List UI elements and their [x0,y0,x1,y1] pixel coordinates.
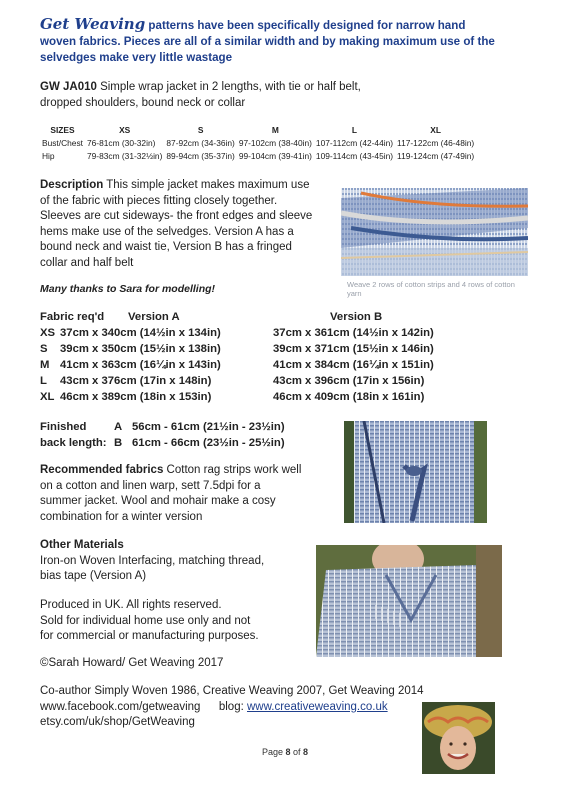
table-cell: 117-122cm (46-48in) [397,137,475,148]
fabric-requirements [40,309,540,405]
intro-line-3: selvedges make very little wastage [40,51,233,64]
fabric-b-value: 37cm x 361cm (14½in x 142in) [273,327,434,339]
etsy-link[interactable]: etsy.com/uk/shop/GetWeaving [40,716,195,728]
fabric-a-value: 37cm x 340cm (14½in x 134in) [60,327,221,339]
sizes-table [40,123,476,162]
finished-b-value: 61cm - 66cm (23½in - 25½in) [132,437,285,449]
table-cell: 87-92cm (34-36in) [166,137,235,148]
recommended-line: combination for a winter version [40,510,203,523]
photo-caption: Weave 2 rows of cotton strips and 4 rows of cotton yarn [347,280,515,298]
description-line: collar and half belt [40,256,134,269]
recommended-fabrics [40,463,340,525]
page-number [0,747,570,757]
back-length-label: back length: [40,437,107,449]
description-line: bound neck and waist tie, Version B has a fringed [40,241,292,253]
recommended-line: summer jacket. Wool and mohair make a cosy [40,495,276,507]
table-cell: 97-102cm (38-40in) [238,137,312,148]
intro-header [40,16,540,66]
finished-length [40,419,340,451]
fabric-size: XS [40,327,56,339]
intro-line-1: patterns have been specifically designed for narrow hand [145,19,466,32]
thanks-note: Many thanks to Sara for modelling! [40,283,216,295]
table-cell: 89-94cm (35-37in) [166,150,235,161]
size-header-xl: XL [430,124,441,135]
fabric-b-value: 46cm x 409cm (18in x 161in) [273,391,425,403]
rights-line: for commercial or manufacturing purposes. [40,630,259,642]
table-cell: 76-81cm (30-32in) [86,137,156,148]
page-prefix: Page [261,747,286,757]
table-row [40,325,540,341]
description-line: of the fabric with pieces fitting closely together. [40,194,278,207]
fabric-b-value: 39cm x 371cm (15½in x 146in) [273,343,434,355]
page-of: of [290,747,304,757]
fabric-b-value: 41cm x 384cm (16¼in x 151in) [273,359,434,371]
facebook-link[interactable]: www.facebook.com/getweaving [40,700,201,713]
size-header-xs: XS [119,124,131,135]
coauthor-line: Co-author Simply Woven 1986, Creative Weaving 2007, Get Weaving 2014 [40,685,424,697]
materials-line: Iron-on Woven Interfacing, matching thread, [40,554,265,567]
sizes-header: SIZES [50,124,75,135]
description-line: hems make use of the selvedges. Version A has a [40,225,294,238]
recommended-heading: Recommended fabrics [40,464,164,476]
author-photo [422,702,495,774]
loom-weaving-photo [341,188,528,276]
version-b-label: Version B [330,311,383,323]
rights-notice [40,598,320,645]
fabric-a-value: 41cm x 363cm (16¼in x 143in) [60,359,221,371]
recommended-line: on a cotton and linen warp, sett 7.5dpi for a [40,479,261,492]
fringed-collar-photo [316,545,502,657]
recommended-line: Cotton rag strips work well [163,464,302,476]
blog-label: blog: [218,700,247,713]
table-cell: 109-114cm (43-45in) [315,150,394,161]
blog-link[interactable]: www.creativeweaving.co.uk [247,700,388,713]
table-row [40,357,540,373]
sizes-header-row [40,123,476,136]
pattern-title [40,80,520,111]
description-line: Sleeves are cut sideways- the front edges and sleeve [40,210,313,222]
row-label-hip: Hip [42,150,55,161]
rights-line: Produced in UK. All rights reserved. [40,599,222,611]
table-row [40,136,476,149]
finished-b-tag: B [114,437,123,449]
description-line: This simple jacket makes maximum use [103,179,310,191]
table-cell: 79-83cm (31-32½in) [86,150,163,161]
table-row [40,373,540,389]
table-row [40,341,540,357]
fabric-size: L [40,375,47,387]
finished-a-tag: A [114,421,123,433]
table-row [40,389,540,405]
table-cell: 107-112cm (42-44in) [315,137,394,148]
fabric-heading: Fabric req'd [40,311,105,323]
fabric-size: S [40,343,48,355]
page-total: 8 [303,747,309,757]
pattern-desc-1: Simple wrap jacket in 2 lengths, with tie or half belt, [96,81,361,93]
other-materials [40,538,320,585]
finished-label: Finished [40,421,87,433]
pattern-desc-2: dropped shoulders, bound neck or collar [40,96,246,109]
fabric-a-value: 39cm x 350cm (15½in x 138in) [60,343,221,355]
finished-a-value: 56cm - 61cm (21½in - 23½in) [132,421,285,433]
table-cell: 99-104cm (39-41in) [238,150,312,161]
jacket-tie-photo [344,421,487,523]
fabric-a-value: 43cm x 376cm (17in x 148in) [60,375,212,387]
brand-name: Get Weaving [40,15,146,33]
fabric-a-value: 46cm x 389cm (18in x 153in) [60,391,212,403]
size-header-l: L [351,124,358,135]
fabric-size: XL [40,391,55,403]
fabric-b-value: 43cm x 396cm (17in x 156in) [273,375,425,387]
rights-line: Sold for individual home use only and not [40,614,251,627]
materials-line: bias tape (Version A) [40,570,147,582]
version-a-label: Version A [128,311,180,323]
copyright: ©Sarah Howard/ Get Weaving 2017 [40,657,224,669]
size-header-m: M [271,124,279,135]
pattern-code: GW JA010 [40,81,97,93]
page-current: 8 [285,747,291,757]
description-heading: Description [40,179,104,191]
size-header-s: S [197,124,204,135]
table-cell: 119-124cm (47-49in) [397,150,475,161]
description-block [40,178,340,271]
other-materials-heading: Other Materials [40,539,124,551]
row-label-bust: Bust/Chest [42,137,83,148]
intro-line-2: woven fabrics. Pieces are all of a similar width and by making maximum use of the [40,35,495,48]
fabric-size: M [40,359,50,371]
table-row [40,149,476,162]
